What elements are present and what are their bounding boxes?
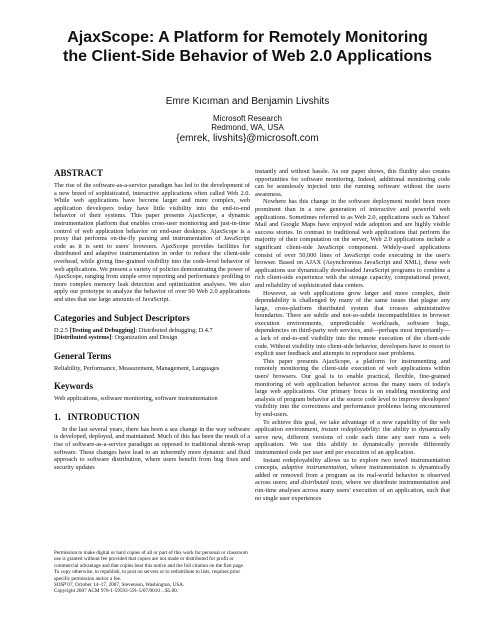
affiliation-line-1: Microsoft Research <box>213 114 282 123</box>
keywords-text: Web applications, software monitoring, software instrumentation <box>54 395 218 403</box>
p6-emphasis-1: adaptive instrumentation <box>281 464 347 472</box>
general-terms-section <box>54 351 250 373</box>
author-names: Emre Kıcıman and Benjamin Livshits <box>165 96 330 107</box>
author-block <box>40 96 455 145</box>
categories-rest-2: : Organization and Design <box>111 334 178 342</box>
keywords-section <box>54 381 250 403</box>
general-terms-heading: General Terms <box>54 350 112 361</box>
left-column <box>54 168 250 480</box>
right-paragraph-5 <box>255 419 450 457</box>
right-column <box>255 168 450 502</box>
title-line-2: the Client-Side Behavior of Web 2.0 Applications <box>63 48 432 65</box>
p5-emphasis: instant redeployability <box>321 426 379 434</box>
introduction-heading: 1. INTRODUCTION <box>54 411 140 422</box>
p6-part-b: , where instrumentation is dynamically added or removed from a program as its real-world behavior is observed across users; and <box>255 464 450 487</box>
p5-part-a: To achieve this goal, we take advantage of a new capability of the web application environment, <box>255 418 450 434</box>
right-paragraph-1: instantly and without hassle. As our paper shows, this fluidity also creates opportunities for software monitoring. Indeed, additional monitoring code can be seamlessly injected into the running software without the users awareness. <box>255 168 450 198</box>
categories-text <box>54 327 250 342</box>
right-paragraph-4: This paper presents AjaxScope, a platform for instrumenting and remotely monitoring the client-side execution of web applications within users' browsers. Our goal is to enable practical, flexible, fine-grained monitoring of web application behavior across the many users of today's large web applications. Our primary focus is on enabling monitoring and analysis of program behavior at the source code level to improve developers' visibility into the correctness and performance problems being encountered by end-users. <box>255 357 450 418</box>
introduction-section <box>54 412 250 472</box>
abstract-text: The rise of the software-as-a-service paradigm has led to the development of a new breed of sophisticated, interactive applications often called Web 2.0. While web applications have become larger and more complex, web application developers today have little visibility into the end-to-end behavior of their systems. This paper presents AjaxScope, a dynamic instrumentation platform that enables cross-user monitoring and just-in-time control of web application behavior on end-user desktops. AjaxScope is a proxy that performs on-the-fly parsing and instrumentation of JavaScript code as it is sent to users' browsers. AjaxScope provides facilities for distributed and adaptive instrumentation in order to reduce the client-side overhead, while giving fine-grained visibility into the code-level behavior of web applications. We present a variety of policies demonstrating the power of AjaxScope, ranging from simple error reporting and performance profiling to more complex memory leak detection and optimization analyses. We also apply our prototype to analyze the behavior of over 90 Web 2.0 applications and sites that use large amounts of JavaScript. <box>54 182 250 303</box>
p6-emphasis-2: distributed tests <box>301 479 343 487</box>
author-email: {emrek, livshits}@microsoft.com <box>176 133 319 144</box>
categories-section <box>54 313 250 342</box>
right-paragraph-2: Nowhere has this change in the software deployment model been more prominent than in a new generation of interactive and powerful web applications. Sometimes referred to as Web 2.0, applications such as Yahoo! Mail and Google Maps have enjoyed wide adoption and are highly visible success stories. In contrast to traditional web applications that perform the majority of their computation on the server, Web 2.0 applications include a significant client-side JavaScript component. Widely-used applications consist of over 50,000 lines of JavaScript code executing in the user's browser. Based on AJAX (Asynchronous JavaScript and XML), these web applications use dynamically downloaded JavaScript programs to combine a rich client-side experience with the storage capacity, computational power, and reliability of sophisticated data centers. <box>255 198 450 289</box>
general-terms-text: Reliability, Performance, Measurement, Management, Languages <box>54 364 220 372</box>
venue-name: SOSP'07, <box>54 582 74 589</box>
permission-notice <box>54 550 250 595</box>
venue-details: October 14–17, 2007, Stevenson, Washington, USA. <box>73 582 185 589</box>
introduction-paragraph-1: In the last several years, there has been a sea change in the way software is developed, deployed, and maintained. Much of this has been the result of a rise of software-as-a-service paradigm as opposed to traditional shrink-wrap software. These changes have lead to an inherently more dynamic and fluid approach to software distribution, where users benefit from bug fixes and security updates <box>54 425 250 471</box>
right-paragraph-6 <box>255 457 450 503</box>
categories-rest-1: : Distributed debugging; D.4.7 <box>135 326 213 334</box>
categories-bold-2: [Distributed systems] <box>54 334 112 342</box>
copyright-line: Copyright 2007 ACM 978-1-59593-591-5/07/0010 ...$5.00. <box>54 588 179 595</box>
permission-text: Permission to make digital or hard copies of all or part of this work for personal or classroom use is granted without fee provided that copies are not made or distributed for profit or commercial advantage and that copies bear this notice and the full citation on the first page. To copy otherwise, to republish, to post on servers or to redistribute to lists, requires prior specific permission and/or a fee. <box>54 550 248 582</box>
abstract-section <box>54 168 250 304</box>
abstract-heading: ABSTRACT <box>54 168 104 178</box>
categories-code: D.2.5 <box>54 326 70 334</box>
right-paragraph-3: However, as web applications grow larger and more complex, their dependability is challenged by many of the same issues that plague any large, cross-platform distributed system that crosses administrative boundaries. There are subtle and not-so-subtle incompatibilities in browser execution environments, unpredictable workloads, software bugs, dependencies on third-party web services, and—perhaps most importantly—a lack of end-to-end visibility into the remote execution of the client-side code. Without visibility into client-side behavior, developers have to resort to explicit user feedback and attempts to reproduce user problems. <box>255 289 450 358</box>
affiliation-line-2: Redmond, WA, USA <box>211 123 284 132</box>
paper-title <box>40 28 455 66</box>
categories-heading: Categories and Subject Descriptors <box>54 312 190 323</box>
p6-part-a: Instant redeployability allows us to explore two novel instrumentation concepts, <box>255 456 450 472</box>
p6-part-c: , where we distribute instrumentation and run-time analyses across many users' execution of an application, such that no single user experiences <box>255 479 450 502</box>
p5-part-b: : the ability to dynamically serve new, different versions of code each time any user runs a web application. We use this ability to dynamically provide differently instrumented code per user and per execution of an application. <box>255 426 450 456</box>
title-line-1: AjaxScope: A Platform for Remotely Monitoring <box>67 29 428 46</box>
categories-bold-1: [Testing and Debugging] <box>69 326 136 334</box>
keywords-heading: Keywords <box>54 381 93 392</box>
